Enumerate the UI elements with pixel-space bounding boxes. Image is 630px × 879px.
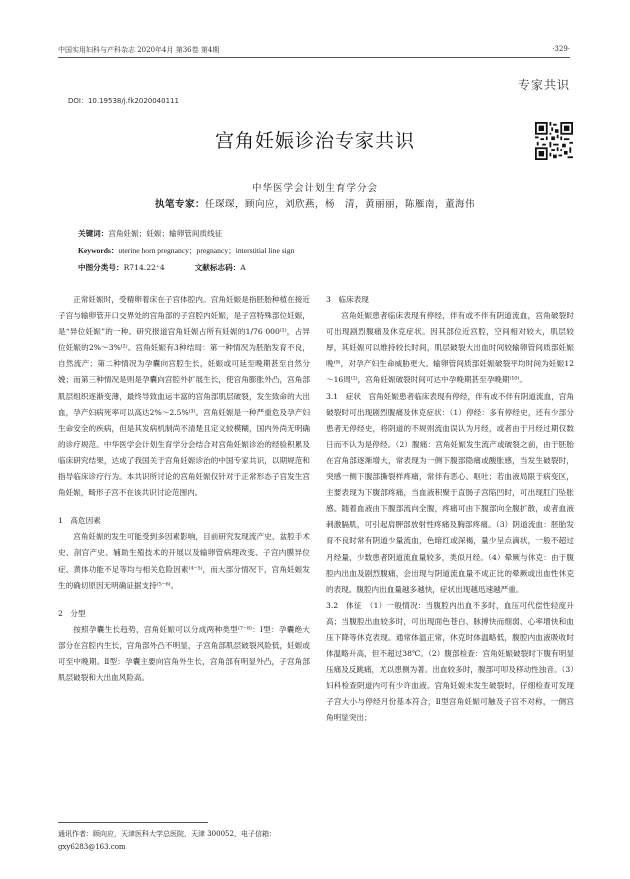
- keywords-cn: [78, 228, 222, 239]
- section-3-text: 宫角妊娠患者临床表现有停经，伴有或不伴有阴道流血，宫角破裂时可出现剧烈腹痛及休克症状。因其部位近宫腔，空间相对较大，肌层较厚，其妊娠可以维持较长时间，肌层破裂大出血时间较输卵管间质部妊娠晚⁽⁹⁾，对孕产妇生命威胁更大。输卵管间质部妊娠破裂平均时间为妊娠12～16周⁽²⁾，宫角妊娠破裂时间可达中孕晚期甚至孕晚期⁽¹⁰⁾。: [326, 311, 574, 385]
- footnote: 通讯作者：顾向应，天津医科大学总医院，天津 300052，电子信箱：gxy6283@163.com: [58, 830, 276, 851]
- doi: DOI：10.19538/j.fk2020040111: [68, 97, 179, 105]
- footnote-divider: [58, 822, 208, 823]
- journal-header: 中国实用妇科与产科杂志 2020年4月 第36卷 第4期: [58, 46, 220, 54]
- intro-paragraph: 正常妊娠时，受精卵着床在子宫体腔内。宫角妊娠是指胚胎种植在接近子宫与输卵管开口交界处的宫角部的子宫腔内妊娠，是子宫特殊部位妊娠，是“异位妊娠”的一种。研究报道宫角妊娠占所有妊娠的1/76 000⁽¹⁾，占异位妊娠的2%～3%⁽²⁾。宫角妊娠有3种结局：第一种情况为胚胎发育不良，自然流产；第二种情况为孕囊向宫腔生长，妊娠或可延至晚期甚至自然分娩；而第三种情况是则是孕囊向宫腔外扩展生长，使宫角膨胀外凸，宫角部肌层组织逐渐变薄，最终导致血运丰富的宫角部肌层破裂，发生致命的大出血，孕产妇病死率可以高达2%～2.5%⁽³⁾。宫角妊娠是一种严重危及孕产妇生命安全的疾病，但是其发病机制尚不清楚且定义较模糊，国内外尚无明确的诊疗规范。中华医学会计划生育学分会结合对宫角妊娠诊治的经验积累及临床研究结果，达成了我国关于宫角妊娠诊治的中国专家共识，以期规范和指导临床诊疗行为。本共识所讨论的宫角妊娠仅针对于正常形态子宫发生宫角妊娠，畸形子宫不在该共识讨论范围内。: [58, 295, 310, 498]
- classification-line: [78, 262, 246, 273]
- section-3-1-text: 3.1 症状 宫角妊娠患者临床表现有停经，伴有或不伴有阴道流血，宫角破裂时可出现剧烈腹痛及休克症状：（1）停经：多有停经史，还有少部分患者无停经史，将阴道的不规则流血误认为月经，或者由于月经过期仅数日而不认为是停经。（2）腹痛：宫角妊娠发生流产或破裂之前，由于胚胎在宫角部逐渐增大，常表现为一侧下腹部隐痛或酸胀感，当发生破裂时，突感一侧下腹部撕裂样疼痛，常伴有恶心、呕吐；若血液局限于病变区，主要表现为下腹部疼痛，当血液积聚于直肠子宫陷凹时，可出现肛门坠胀感。随着血液由下腹部流向全腹，疼痛可由下腹部向全腹扩散，或者血液刺激膈肌，可引起肩胛部放射性疼痛及胸部疼痛。（3）阴道流血：胚胎发育不良时常有阴道少量流血，色暗红或深褐，量少呈点滴状，一般不超过月经量，少数患者阴道流血量较多，类似月经。（4）晕厥与休克：由于腹腔内出血及剧烈腹痛，会出现与阴道流血量不成正比的晕厥或出血性休克的表现。腹腔内出血量越多越快，症状出现越迅速越严重。: [326, 391, 574, 594]
- keywords-en-label: Keywords：: [78, 246, 119, 255]
- page-number: ·329·: [552, 45, 570, 53]
- clc-label: 中图分类号：: [78, 263, 124, 272]
- authors-line: [0, 196, 630, 210]
- keywords-en-text: uterine horn pregnancy；pregnancy；interstitial line sign: [118, 246, 295, 255]
- keywords-cn-label: 关键词：: [78, 229, 109, 238]
- keywords-cn-text: 宫角妊娠；妊娠；输卵管间质线征: [108, 229, 223, 238]
- section-heading-3: 3 临床表现: [326, 295, 369, 304]
- left-column: [58, 292, 310, 686]
- doc-code-label: 文献标志码：: [194, 263, 241, 272]
- authors-names: 任琛琛，顾向应，刘欣燕，杨 清，黄丽丽，陈雁南，董海伟: [205, 199, 476, 210]
- keywords-en: [78, 245, 294, 256]
- section-3-2-text: 3.2 体征 （1）一般情况：当腹腔内出血不多时，血压可代偿性轻度升高；当腹腔出血较多时，可出现面色苍白、脉搏快而细弱、心率增快和血压下降等休克表现。通常体温正常，休克时体温略低，腹腔内血液吸收时体温略升高，但不超过38℃。（2）腹部检查：宫角妊娠破裂时下腹有明显压痛及反跳痛，尤以患侧为著。出血较多时，腹部可叩及移动性浊音。（3）妇科检查阴道内可有少许血液。宫角妊娠未发生破裂时，仔细检查可发现子宫大小与停经月份基本符合，Ⅱ型宫角妊娠可触及子宫不对称，一侧宫角明显突出；: [326, 600, 574, 723]
- right-column: [326, 292, 574, 727]
- section-heading-2: 2 分型: [58, 608, 86, 618]
- section-tag: 专家共识: [517, 78, 570, 92]
- doc-code-value: A: [240, 263, 246, 272]
- qr-code-icon: [535, 122, 573, 160]
- clc-value: R714.22⁺4: [123, 263, 165, 272]
- authors-label: 执笔专家：: [154, 199, 205, 210]
- section-heading-1: 1 高危因素: [58, 516, 101, 526]
- organization: 中华医学会计划生育学分会: [251, 183, 378, 194]
- header-divider: [58, 57, 570, 58]
- section-2-text: 按照孕囊生长趋势，宫角妊娠可以分成两种类型⁽⁷⁻⁸⁾：Ⅰ型：孕囊绝大部分在宫腔内生长，宫角部外凸不明显，子宫角部肌层破裂风险低，妊娠或可至中晚期。Ⅱ型：孕囊主要向宫角外生长，宫角部有明显外凸，子宫角部肌层破裂和大出血风险高。: [58, 624, 310, 683]
- section-1-text: 宫角妊娠的发生可能受到多因素影响，目前研究发现流产史、盆腔手术史、剖宫产史、辅助生殖技术的开展以及输卵管病理改变、子宫内膜异位症、黄体功能不足等均与相关危险因素⁽⁴⁻⁵⁾，而大部分情况下，宫角妊娠发生的确切原因无明确证据支持⁽⁵⁻⁶⁾。: [58, 532, 310, 590]
- article-title: 宫角妊娠诊治专家共识: [214, 130, 415, 152]
